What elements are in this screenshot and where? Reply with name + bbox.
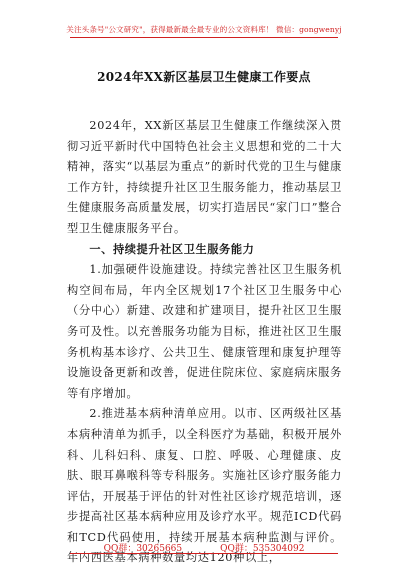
promo-banner: 关注头条号"公文研究"，获得最新最全最专业的公文资料库！ 微信：gongwenyj (66, 25, 342, 34)
item-1-paragraph: 1.加强硬件设施建设。持续完善社区卫生服务机构空间布局，年内全区规划17个社区卫生服务中心（分中心）新建、改建和扩建项目，提升社区卫生服务可及性。以充善服务功能为目标，推进社区卫生服务机构基本诊疗、公共卫生、健康管理和康复护理等设施设备更新和改善，促进住院床位、家庭病床服务等有序增加。 (67, 263, 342, 400)
qq-group-1: QQ群：30265665 (103, 544, 183, 554)
section-heading-1: 一、持续提升社区卫生服务能力 (89, 242, 255, 256)
qq-group-2: QQ群：535304092 (220, 544, 305, 554)
intro-paragraph: 2024年，XX新区基层卫生健康工作继续深入贯彻习近平新时代中国特色社会主义思想和党的二十大精神，落实“以基层为重点”的新时代党的卫生与健康工作方针，持续提升社区卫生服务能力，推动基层卫生健康服务高质量发展，切实打造居民“家门口”整合型卫生健康服务平台。 (67, 119, 342, 235)
document-title: 2024年XX新区基层卫生健康工作要点 (97, 70, 311, 84)
document-body (67, 116, 342, 569)
footer-divider (70, 553, 338, 554)
header-divider (70, 37, 338, 38)
item-2-paragraph: 2.推进基本病种清单应用。以市、区两级社区基本病种清单为抓手，以全科医疗为基础，积极开展外科、儿科妇科、康复、口腔、呼吸、心理健康、皮肤、眼耳鼻喉科等专科服务。实施社区诊疗服务能力评估，开展基于评估的针对性社区诊疗规范培训，逐步提高社区基本病种应用及诊疗水平。规范ICD代码和TCD代码使用，持续开展基本病种监测与评价。年内西医基本病种数量均达120种以上， (67, 407, 342, 565)
